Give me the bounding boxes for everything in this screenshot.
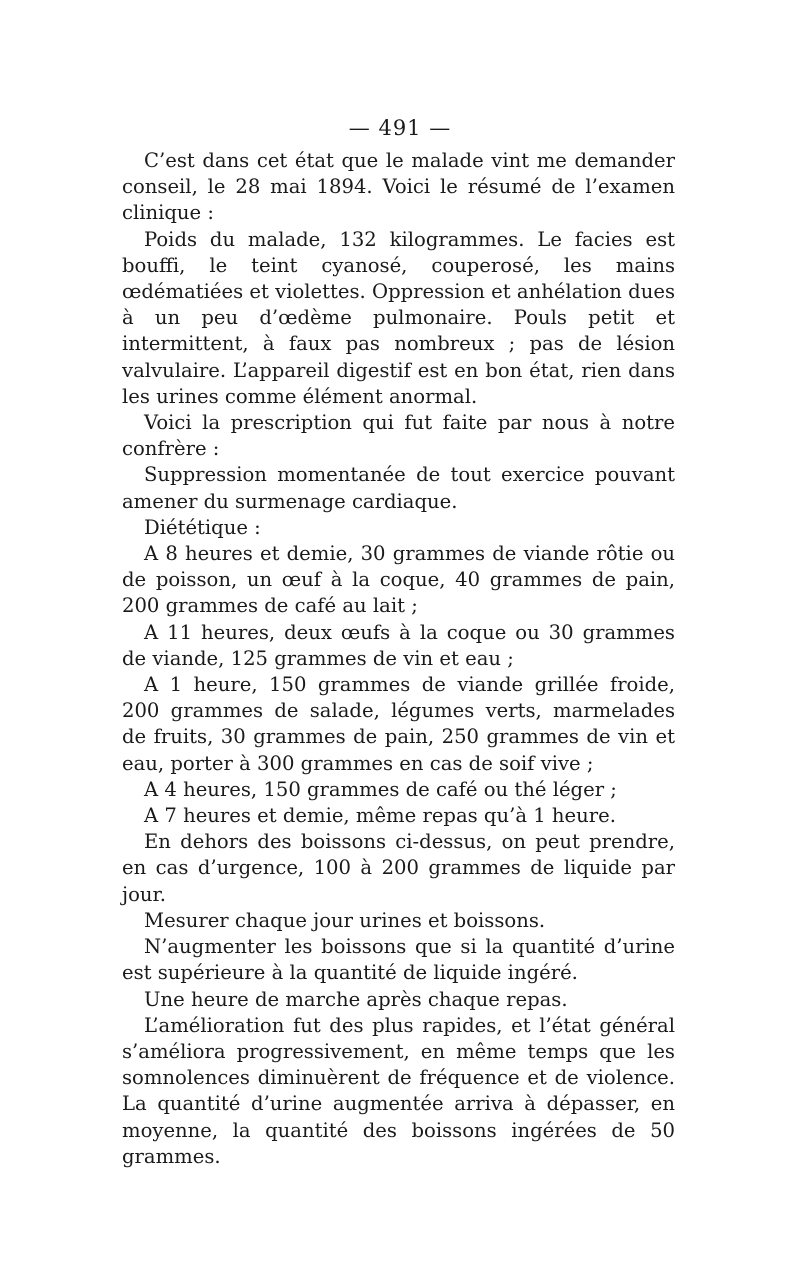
paragraph-prescription-intro: Voici la prescription qui fut faite par nous à notre confrère : [122,411,675,461]
page-number: — 491 — [348,116,452,140]
paragraph-dietetique: Diététique : [144,515,261,539]
paragraph-meal-8h30: A 8 heures et demie, 30 grammes de viande rôtie ou de poisson, un œuf à la coque, 40 grammes de pain, 200 grammes de café au lait ; [122,542,675,618]
paragraph-suppression: Suppression momentanée de tout exercice pouvant amener du surmenage cardiaque. [122,463,675,513]
paragraph-exam: Poids du malade, 132 kilogrammes. Le facies est bouffi, le teint cyanosé, couperosé, les mains œdématiées et violettes. Oppression et anhélation dues à un peu d’œdème pulmonaire. Pouls petit et intermittent, à faux pas nombreux ; pas de lésion valvulaire. L’appareil digestif est en bon état, rien dans les urines comme élément anormal. [122,227,675,408]
paragraph-meal-11h: A 11 heures, deux œufs à la coque ou 30 grammes de viande, 125 grammes de vin et eau ; [122,620,675,670]
paragraph-meal-1h: A 1 heure, 150 grammes de viande grillée froide, 200 grammes de salade, légumes verts, marmelades de fruits, 30 grammes de pain, 250 grammes de vin et eau, porter à 300 grammes en cas de soif vive ; [122,673,675,775]
paragraph-measure: Mesurer chaque jour urines et boissons. [144,908,546,932]
paragraph-increase: N’augmenter les boissons que si la quantité d’urine est supérieure à la quantité de liquide ingéré. [122,935,675,985]
paragraph-walk: Une heure de marche après chaque repas. [144,987,568,1011]
paragraph-meal-7h30: A 7 heures et demie, même repas qu’à 1 heure. [144,804,616,828]
paragraph-improvement: L’amélioration fut des plus rapides, et l’état général s’améliora progressivement, en même temps que les somnolences diminuèrent de fréquence et de violence. La quantité d’urine augmentée arriva à dépasser, en moyenne, la quantité des boissons ingérées de 50 grammes. [122,1013,675,1168]
paragraph-meal-4h: A 4 heures, 150 grammes de café ou thé léger ; [144,777,617,801]
paragraph-extra-liquid: En dehors des boissons ci-dessus, on peut prendre, en cas d’urgence, 100 à 200 grammes de liquide par jour. [122,830,675,906]
body-text [122,148,675,1170]
paragraph-intro: C’est dans cet état que le malade vint me demander conseil, le 28 mai 1894. Voici le résumé de l’examen clinique : [122,149,675,225]
